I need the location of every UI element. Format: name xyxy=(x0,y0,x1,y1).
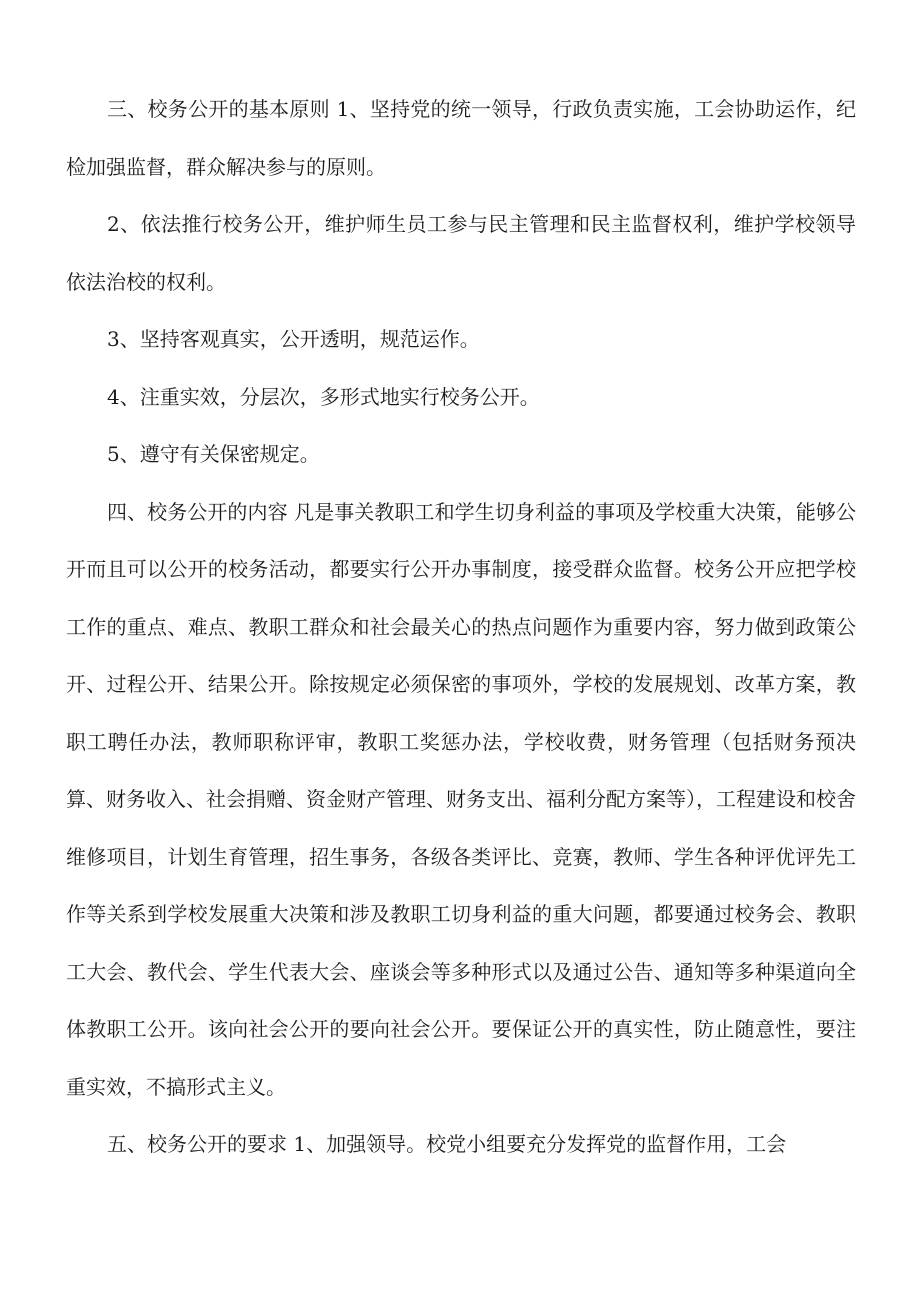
paragraph-principle-2: 2、依法推行校务公开，维护师生员工参与民主管理和民主监督权利，维护学校领导依法治校的权利。 xyxy=(66,212,856,294)
paragraph-principle-5: 5、遵守有关保密规定。 xyxy=(107,442,320,466)
paragraph-principles: 三、校务公开的基本原则 1、坚持党的统一领导，行政负责实施，工会协助运作，纪检加强监督，群众解决参与的原则。 xyxy=(66,97,856,179)
document-body xyxy=(66,81,856,1174)
paragraph-requirements: 五、校务公开的要求 1、加强领导。校党小组要充分发挥党的监督作用，工会 xyxy=(107,1132,787,1156)
paragraph-principle-3: 3、坚持客观真实，公开透明，规范运作。 xyxy=(107,327,480,351)
paragraph-principle-4: 4、注重实效，分层次，多形式地实行校务公开。 xyxy=(107,384,540,409)
paragraph-content: 四、校务公开的内容 凡是事关教职工和学生切身利益的事项及学校重大决策，能够公开而且可以公开的校务活动，都要实行公开办事制度，接受群众监督。校务公开应把学校工作的重点、难点、教职工群众和社会最关心的热点问题作为重要内容，努力做到政策公开、过程公开、结果公开。除按规定必须保密的事项外，学校的发展规划、改革方案，教职工聘任办法，教师职称评审，教职工奖惩办法，学校收费，财务管理（包括财务预决算、财务收入、社会捐赠、资金财产管理、财务支出、福利分配方案等），工程建设和校舍维修项目，计划生育管理，招生事务，各级各类评比、竞赛，教师、学生各种评优评先工作等关系到学校发展重大决策和涉及教职工切身利益的重大问题，都要通过校务会、教职工大会、教代会、学生代表大会、座谈会等多种形式以及通过公告、通知等多种渠道向全体教职工公开。该向社会公开的要向社会公开。要保证公开的真实性，防止随意性，要注重实效，不搞形式主义。 xyxy=(66,499,856,1099)
